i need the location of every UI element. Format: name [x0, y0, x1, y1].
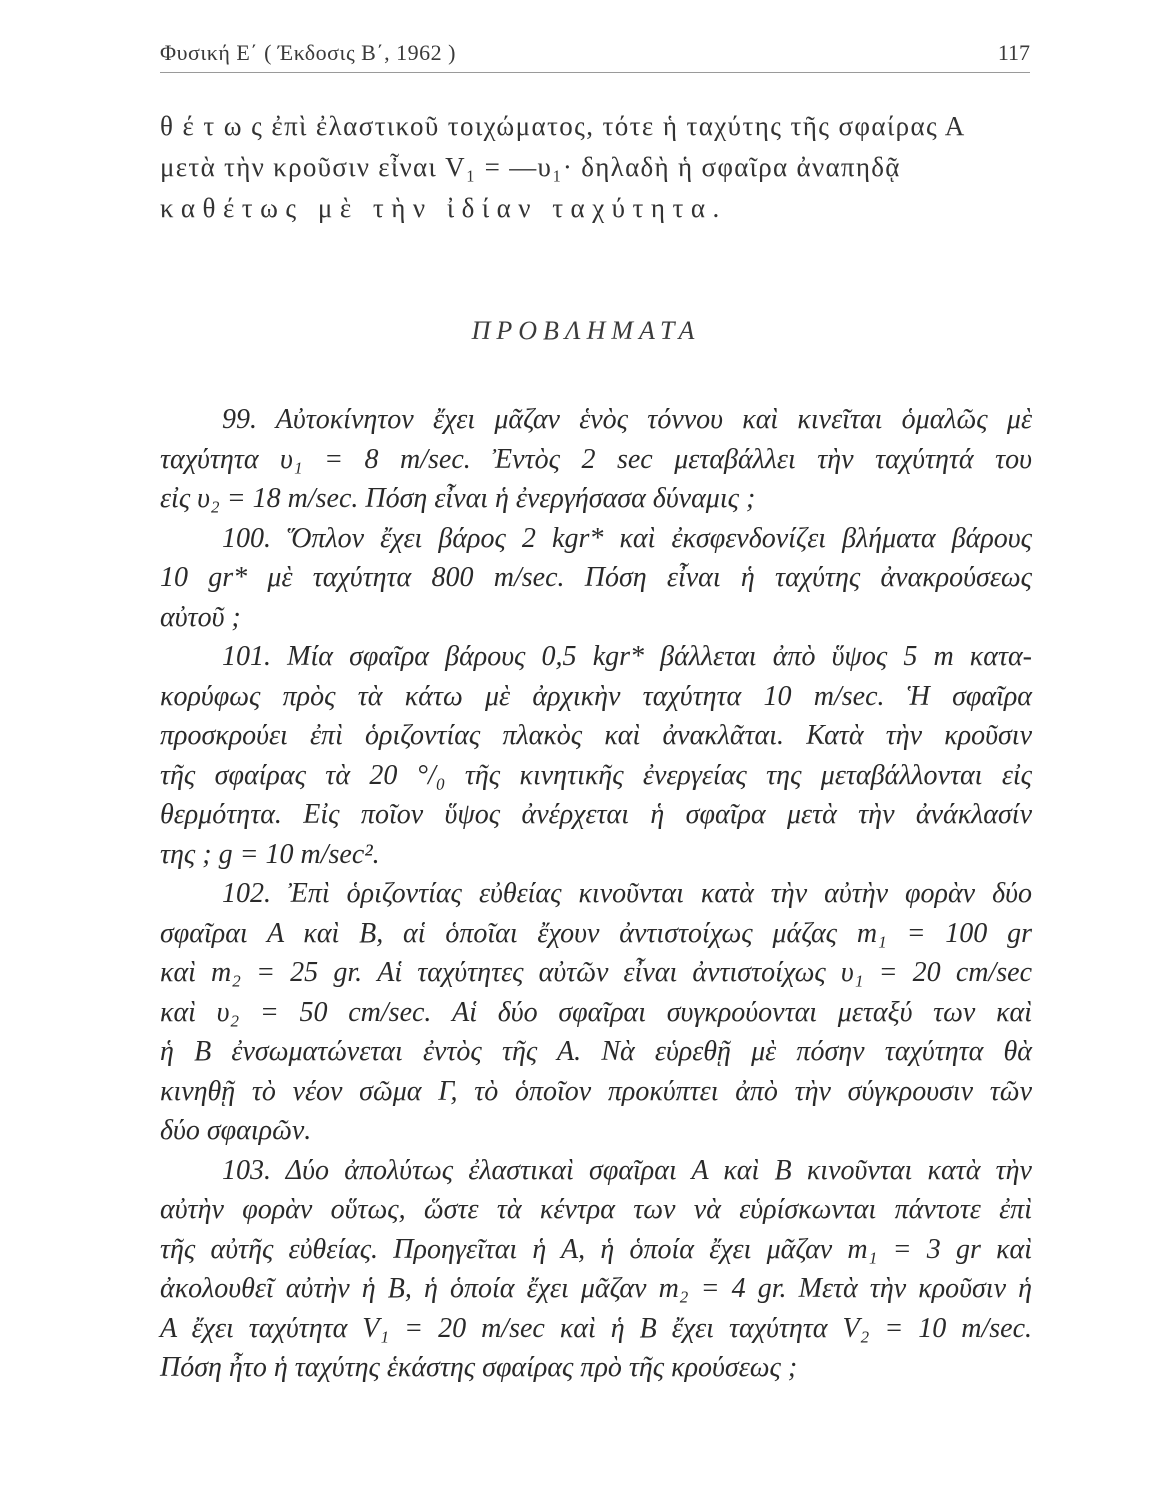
problem-line: προσκρούει ἐπὶ ὁριζοντίας πλακὸς καὶ ἀνακλᾶται. Κατὰ τὴν κροῦσιν [160, 720, 1032, 751]
intro-line: καθέτως μὲ τὴν ἰδίαν ταχύτητα. [160, 193, 727, 223]
problem-line: 101. Μία σφαῖρα βάρους 0,5 kgr* βάλλεται ἀπὸ ὕψος 5 m κατα- [222, 641, 1032, 672]
problem-line: Πόση ἦτο ἡ ταχύτης ἑκάστης σφαίρας πρὸ τῆς κρούσεως ; [160, 1352, 798, 1383]
intro-line: θ έ τ ω ς ἐπὶ ἐλαστικοῦ τοιχώματος, τότε ἡ ταχύτης τῆς σφαίρας Α [160, 111, 966, 141]
problem-line: καὶ m₂ = 25 gr. Αἱ ταχύτητες αὐτῶν εἶναι ἀντιστοίχως υ₁ = 20 cm/sec [160, 957, 1032, 988]
problem-line: ἀκολουθεῖ αὐτὴν ἡ Β, ἡ ὁποία ἔχει μᾶζαν m₂ = 4 gr. Μετὰ τὴν κροῦσιν ἡ [160, 1273, 1032, 1304]
problem-line: θερμότητα. Εἰς ποῖον ὕψος ἀνέρχεται ἡ σφαῖρα μετὰ τὴν ἀνάκλασίν [160, 799, 1032, 830]
problem-line: της ; g = 10 m/sec². [160, 838, 380, 870]
problem-line: Α ἔχει ταχύτητα V₁ = 20 m/sec καὶ ἡ Β ἔχει ταχύτητα V₂ = 10 m/sec. [160, 1312, 1032, 1344]
problem-line: αὐτὴν φορὰν οὕτως, ὥστε τὰ κέντρα των νὰ εὑρίσκωνται πάντοτε ἐπὶ [160, 1194, 1032, 1225]
problem-line: 103. Δύο ἀπολύτως ἐλαστικαὶ σφαῖραι Α καὶ Β κινοῦνται κατὰ τὴν [222, 1154, 1032, 1186]
problem-line: 10 gr* μὲ ταχύτητα 800 m/sec. Πόση εἶναι ἡ ταχύτης ἀνακρούσεως [160, 562, 1032, 593]
problem-line: ταχύτητα υ₁ = 8 m/sec. Ἐντὸς 2 sec μεταβάλλει τὴν ταχύτητά του [160, 443, 1032, 475]
section-title: ΠΡΟΒΛΗΜΑΤΑ [471, 316, 701, 345]
problem-line: ἡ Β ἐνσωματώνεται ἐντὸς τῆς Α. Νὰ εὑρεθῇ μὲ πόσην ταχύτητα θὰ [160, 1036, 1032, 1067]
problem-line: τῆς αὐτῆς εὐθείας. Προηγεῖται ἡ Α, ἡ ὁποία ἔχει μᾶζαν m₁ = 3 gr καὶ [160, 1233, 1032, 1265]
header-rule [160, 72, 1030, 73]
problem-line: εἰς υ₂ = 18 m/sec. Πόση εἶναι ἡ ἐνεργήσασα δύναμις ; [160, 483, 756, 514]
intro-paragraph [160, 106, 1030, 229]
problem-line: τῆς σφαίρας τὰ 20 °/₀ τῆς κινητικῆς ἐνεργείας της μεταβάλλονται εἰς [160, 759, 1032, 791]
problem-line: κινηθῇ τὸ νέον σῶμα Γ, τὸ ὁποῖον προκύπτει ἀπὸ τὴν σύγκρουσιν τῶν [160, 1075, 1032, 1107]
problem-line: 100. Ὅπλον ἔχει βάρος 2 kgr* καὶ ἐκσφενδονίζει βλήματα βάρους [222, 522, 1032, 554]
intro-line: μετὰ τὴν κροῦσιν εἶναι V₁ = —υ₁· δηλαδὴ ἡ σφαῖρα ἀναπηδᾷ [160, 152, 901, 182]
problem-line: 102. Ἐπὶ ὁριζοντίας εὐθείας κινοῦνται κατὰ τὴν αὐτὴν φορὰν δύο [222, 878, 1032, 909]
problem-line: αὐτοῦ ; [160, 601, 241, 633]
page-number: 117 [997, 40, 1030, 65]
problem-line: κορύφως πρὸς τὰ κάτω μὲ ἀρχικὴν ταχύτητα 10 m/sec. Ἡ σφαῖρα [160, 680, 1032, 712]
problems-list [160, 400, 1032, 1388]
running-header [160, 34, 1030, 74]
problem-line: σφαῖραι Α καὶ Β, αἱ ὁποῖαι ἔχουν ἀντιστοίχως μάζας m₁ = 100 gr [160, 917, 1032, 949]
problem-line: καὶ υ₂ = 50 cm/sec. Αἱ δύο σφαῖραι συγκρούονται μεταξύ των καὶ [160, 996, 1032, 1028]
problem-line: δύο σφαιρῶν. [160, 1115, 312, 1146]
problem-line: 99. Αὐτοκίνητον ἔχει μᾶζαν ἑνὸς τόννου καὶ κινεῖται ὁμαλῶς μὲ [222, 404, 1032, 435]
header-title: Φυσική Ε΄ ( Έκδοσις Β΄, 1962 ) [160, 40, 456, 65]
